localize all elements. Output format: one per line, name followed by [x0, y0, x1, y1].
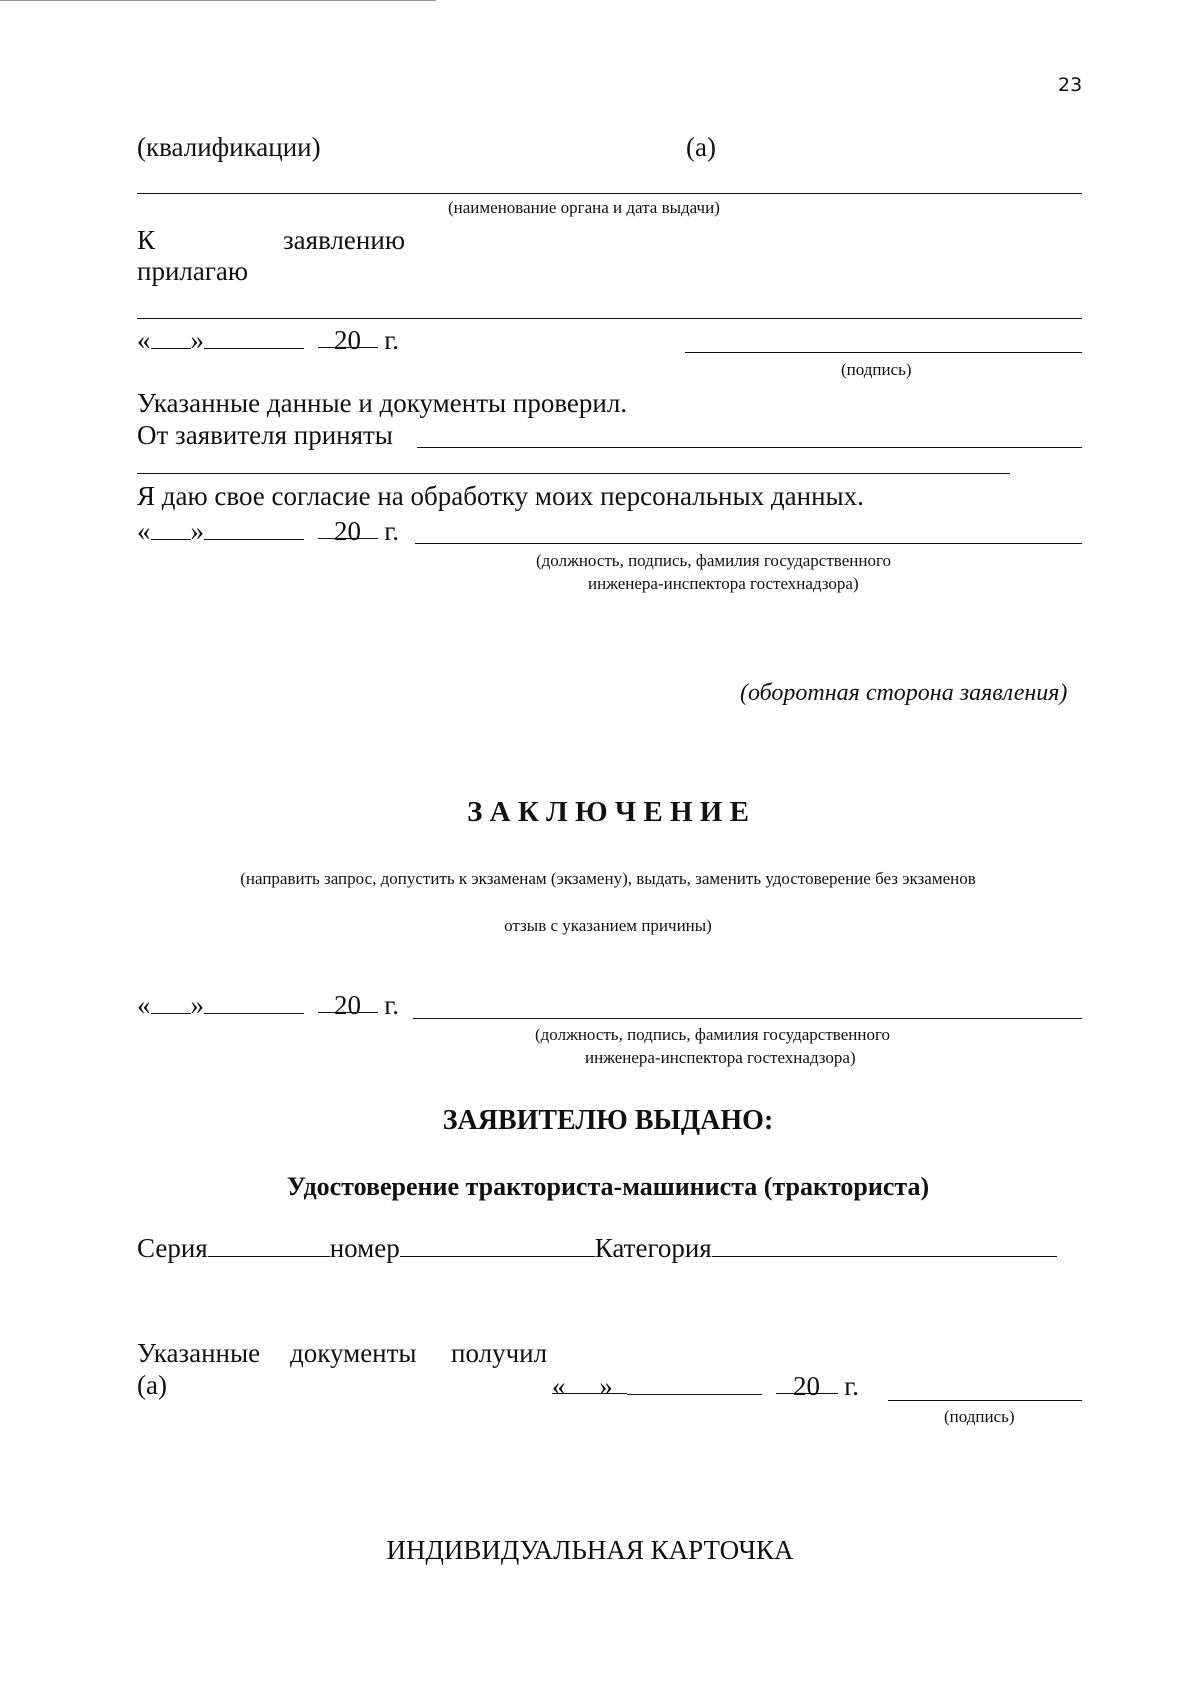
issued-title: ЗАЯВИТЕЛЮ ВЫДАНО:: [442, 1105, 774, 1136]
received-signature-caption: (подпись): [944, 1407, 1015, 1426]
day-field[interactable]: [151, 991, 191, 1014]
year-suffix: г.: [384, 990, 400, 1020]
prilagayu-word: прилагаю: [137, 256, 249, 286]
year-field[interactable]: [318, 325, 378, 355]
year-prefix: 20: [334, 990, 361, 1020]
category-label: Категория: [594, 1233, 712, 1263]
a-label: (а): [686, 132, 716, 162]
date-close-quote: »: [190, 516, 204, 546]
date-open-quote: «: [137, 990, 151, 1020]
year-prefix: 20: [793, 1371, 820, 1401]
day-field[interactable]: [552, 1371, 627, 1401]
date-open-quote: «: [137, 325, 151, 355]
month-field[interactable]: [204, 517, 304, 540]
consent-text: Я даю свое согласие на обработку моих персональных данных.: [137, 481, 864, 511]
inspector-line[interactable]: [415, 543, 1082, 544]
conclusion-note-2: отзыв с указанием причины): [504, 916, 712, 935]
conclusion-inspector-caption-2: инженера-инспектора гостехнадзора): [585, 1048, 856, 1067]
received-a: (а): [137, 1370, 167, 1400]
conclusion-note-1: (направить запрос, допустить к экзаменам (экзамену), выдать, заменить удостоверение без экзаменов: [240, 869, 976, 888]
k-word: К: [137, 225, 156, 255]
date-row-3: [137, 990, 399, 1021]
page-number: 23: [1058, 74, 1083, 96]
organ-line[interactable]: [137, 193, 1082, 194]
date-close-quote: »: [190, 990, 204, 1020]
received-signature-line[interactable]: [888, 1400, 1082, 1401]
date-row-1: [137, 325, 399, 356]
date-open-quote: «: [552, 1371, 566, 1401]
signature-line[interactable]: [685, 352, 1082, 353]
inspector-caption-1: (должность, подпись, фамилия государственного: [536, 551, 891, 570]
series-label: Серия: [137, 1233, 208, 1263]
accepted-text: От заявителя приняты: [137, 420, 393, 450]
day-field[interactable]: [151, 517, 191, 540]
signature-caption: (подпись): [841, 360, 912, 379]
category-field[interactable]: [712, 1234, 1057, 1257]
date-close-quote: »: [190, 325, 204, 355]
received-word-3: получил: [451, 1338, 548, 1368]
series-field[interactable]: [208, 1234, 330, 1257]
reverse-side-label: (оборотная сторона заявления): [740, 680, 1068, 706]
accepted-line-2[interactable]: [137, 473, 1010, 474]
qualification-label: (квалификации): [137, 132, 321, 162]
year-prefix: 20: [334, 516, 361, 546]
zayavleniyu-word: заявлению: [283, 225, 405, 255]
issued-subtitle: Удостоверение тракториста-машиниста (тракториста): [286, 1172, 930, 1201]
year-field[interactable]: [318, 990, 378, 1020]
month-field[interactable]: [204, 991, 304, 1014]
month-field[interactable]: [627, 1372, 762, 1395]
conclusion-inspector-line[interactable]: [413, 1018, 1082, 1019]
number-field[interactable]: [400, 1234, 595, 1257]
date-row-2: [137, 516, 399, 547]
year-field[interactable]: [776, 1371, 838, 1401]
received-word-2: документы: [290, 1338, 417, 1368]
number-label: номер: [329, 1233, 400, 1263]
conclusion-inspector-caption-1: (должность, подпись, фамилия государственного: [535, 1025, 890, 1044]
year-field[interactable]: [318, 516, 378, 546]
organ-caption: (наименование органа и дата выдачи): [448, 198, 720, 217]
day-field[interactable]: [151, 326, 191, 349]
attachments-line[interactable]: [137, 318, 1082, 319]
year-suffix: г.: [384, 516, 400, 546]
year-suffix: г.: [384, 325, 400, 355]
date-row-4: [552, 1371, 859, 1402]
accepted-line[interactable]: [417, 447, 1082, 448]
date-open-quote: «: [137, 516, 151, 546]
received-word-1: Указанные: [137, 1338, 261, 1368]
conclusion-title: З А К Л Ю Ч Е Н И Е: [467, 796, 749, 828]
year-prefix: 20: [334, 325, 361, 355]
scan-top-edge: [0, 0, 436, 1]
year-suffix: г.: [844, 1371, 860, 1401]
month-field[interactable]: [204, 326, 304, 349]
card-title: ИНДИВИДУАЛЬНАЯ КАРТОЧКА: [386, 1535, 794, 1565]
checked-text: Указанные данные и документы проверил.: [137, 388, 628, 418]
date-close-quote: »: [599, 1371, 613, 1401]
inspector-caption-2: инженера-инспектора гостехнадзора): [588, 574, 859, 593]
series-row: [137, 1233, 1057, 1264]
